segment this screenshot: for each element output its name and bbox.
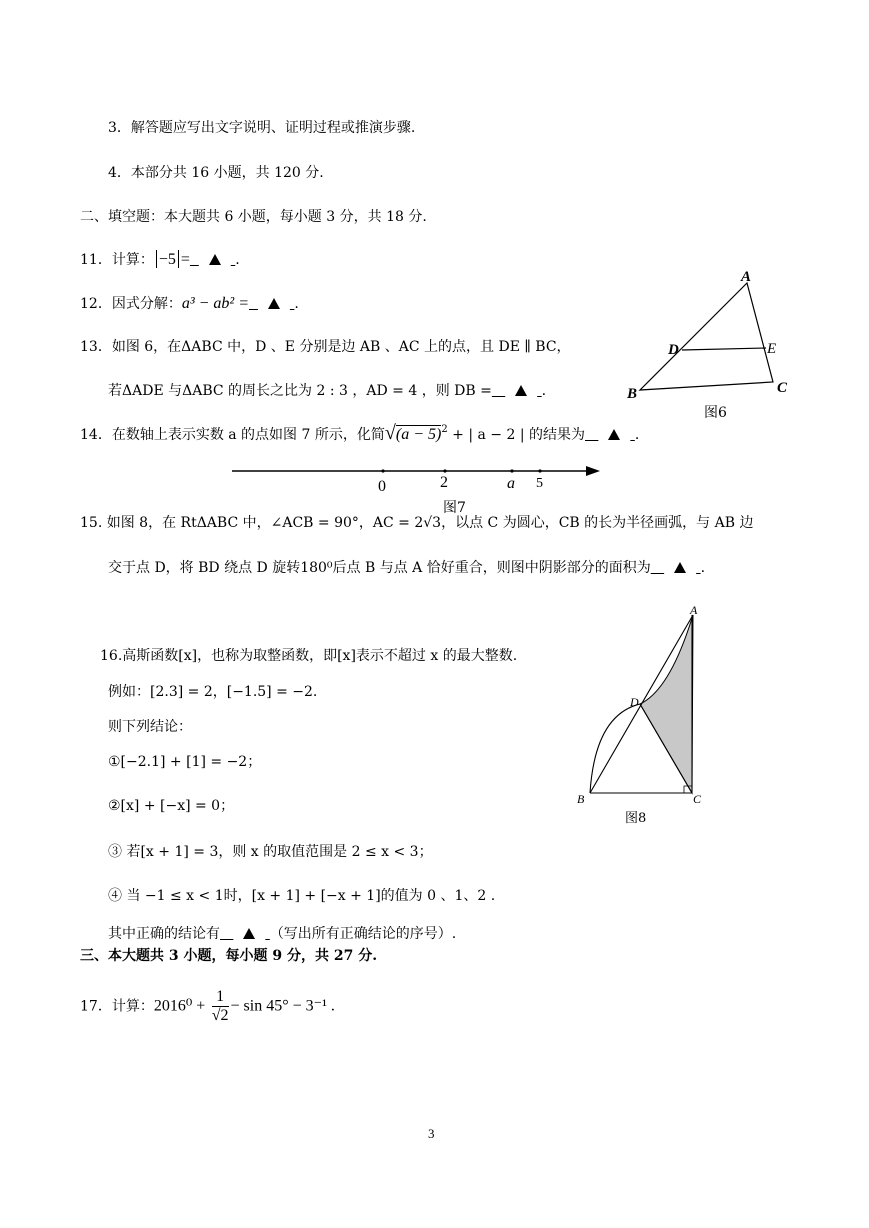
q16-intro: 则下列结论： — [108, 719, 192, 735]
question-13-line1: 13．如图 6，在ΔABC 中，D 、E 分别是边 AB 、AC 上的点，且 DE ∥ BC， — [80, 339, 571, 355]
fig8-label-c: C — [693, 792, 702, 806]
fig7-point-2 — [443, 469, 446, 472]
section-3-heading: 三、本大题共 3 小题，每小题 9 分，共 27 分. — [80, 948, 378, 964]
question-16-title: 16.高斯函数[x]，也称为取整函数，即[x]表示不超过 x 的最大整数. — [100, 648, 518, 664]
fig7-point-5 — [538, 469, 541, 472]
q12-number: 12． — [80, 296, 112, 312]
fig7-arrow-icon — [586, 466, 600, 476]
fig7-point-0 — [381, 469, 384, 472]
fig7-tick-0: 0 — [378, 478, 386, 495]
fig6-segment-de — [682, 348, 766, 350]
q16-conclusion-4: ④ 当 −1 ≤ x < 1时，[x + 1] + [−x + 1]的值为 0 、1、2 . — [108, 888, 496, 904]
note-4: 4．本部分共 16 小题，共 120 分. — [108, 165, 324, 181]
q14-text: 14．在数轴上表示实数 a 的点如图 7 所示，化简 — [80, 427, 385, 443]
q17-numerator: 1 — [212, 988, 229, 1007]
q14-period: . — [634, 427, 640, 443]
question-13-line2: 若ΔADE 与ΔABC 的周长之比为 2 : 3 ，AD = 4 ，则 DB = . — [108, 383, 547, 399]
fig8-label-d: D — [630, 695, 639, 709]
question-11: 11．计算： −5 = . — [80, 251, 240, 268]
question-12: 12．因式分解：a³ − ab² = . — [80, 295, 299, 312]
q16-conclusion-2: ②[x] + [−x] = 0； — [108, 798, 235, 814]
fig6-label-d: D — [668, 342, 679, 358]
question-15-line1: 15. 如图 8，在 RtΔABC 中，∠ACB = 90°，AC = 2√3，以点 C 为圆心，CB 的长为半径画弧，与 AB 边 — [80, 515, 754, 531]
q11-expression: −5 — [158, 251, 176, 268]
q16-answer-post: （写出所有正确结论的序号）. — [269, 926, 457, 942]
q11-text: 计算： — [111, 252, 154, 268]
q12-text: 因式分解： — [111, 296, 182, 312]
fig6-label-c: C — [777, 380, 788, 396]
fig6-triangle-abc — [640, 283, 773, 390]
figure-7 — [232, 466, 600, 516]
page-number: 3 — [428, 1126, 435, 1141]
q14-radicand: (a − 5) — [395, 426, 442, 443]
q11-equals: = — [180, 251, 190, 268]
fig6-label-a: A — [741, 269, 752, 285]
note-3: 3．解答题应写出文字说明、证明过程或推演步骤. — [108, 120, 416, 136]
question-15-line2: 交于点 D，将 BD 绕点 D 旋转180⁰后点 B 与点 A 恰好重合，则图中阴影部分的面积为 . — [108, 560, 706, 576]
q17-text: 17．计算： — [80, 998, 154, 1015]
section-2-heading: 二、填空题：本大题共 6 小题，每小题 3 分，共 18 分. — [80, 209, 427, 225]
fig7-point-a — [510, 469, 513, 472]
fig6-caption: 图6 — [704, 405, 727, 421]
q11-number: 11． — [80, 252, 112, 268]
q15-line2-text: 交于点 D，将 BD 绕点 D 旋转180⁰后点 B 与点 A 恰好重合，则图中阴影部分的面积为 — [108, 560, 651, 576]
fig7-caption: 图7 — [443, 500, 466, 516]
q14-text-2: + | a − 2 | 的结果为 — [452, 427, 585, 443]
fig8-label-b: B — [577, 792, 585, 806]
fig7-tick-5: 5 — [536, 476, 543, 491]
fig8-caption: 图8 — [625, 811, 647, 826]
fig6-label-b: B — [627, 386, 638, 402]
q13-line2-text: 若ΔADE 与ΔABC 的周长之比为 2 : 3 ，AD = 4 ，则 DB = — [108, 383, 492, 399]
q17-expression-tail: − sin 45° − 3⁻¹ . — [230, 997, 335, 1015]
fig7-tick-2: 2 — [440, 474, 448, 491]
q16-conclusion-1: ①[−2.1] + [1] = −2； — [108, 754, 262, 770]
figure-6 — [626, 269, 788, 421]
figure-8 — [577, 603, 702, 826]
fig8-shaded-region — [640, 615, 693, 793]
question-14: 14．在数轴上表示实数 a 的点如图 7 所示，化简$√(a - 5)^2$ + | a − 2 | 的结果为 . — [80, 422, 640, 444]
q16-answer-pre: 其中正确的结论有 — [108, 926, 220, 942]
q17-denominator: √2 — [211, 1007, 229, 1024]
fig6-label-e: E — [767, 341, 777, 357]
q12-expression: a³ − ab² = — [181, 295, 250, 312]
fig8-label-a: A — [690, 603, 698, 617]
q16-conclusion-3: ③ 若[x + 1] = 3，则 x 的取值范围是 2 ≤ x < 3； — [108, 844, 433, 860]
fig7-tick-a: a — [507, 475, 515, 492]
q16-example: 例如：[2.3] = 2，[−1.5] = −2. — [108, 684, 318, 700]
q17-expression: 2016⁰ + — [153, 997, 206, 1015]
